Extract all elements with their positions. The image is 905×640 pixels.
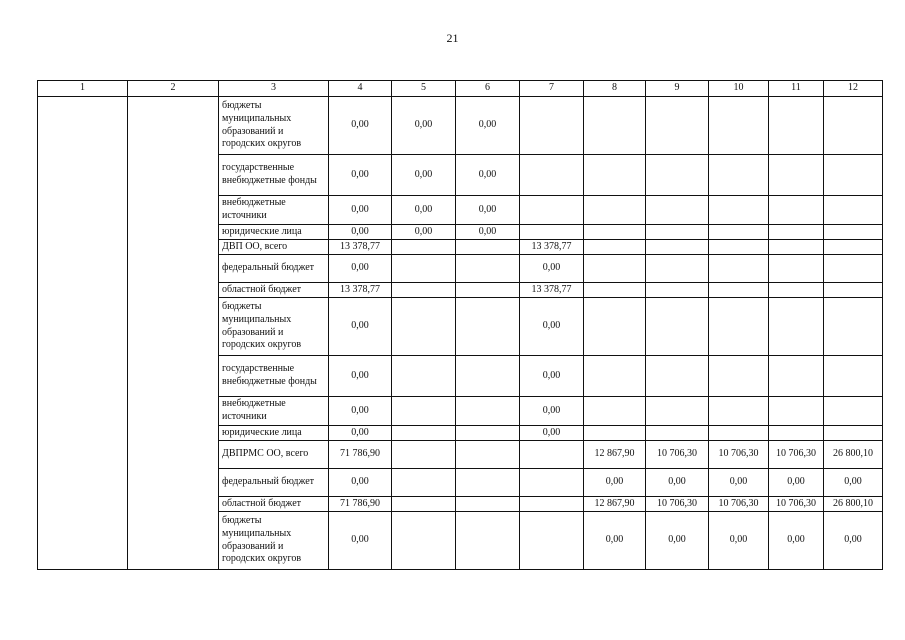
value-cell <box>520 441 584 469</box>
value-cell: 10 706,30 <box>646 441 709 469</box>
value-cell: 0,00 <box>456 97 520 155</box>
value-cell: 0,00 <box>329 196 392 225</box>
value-cell: 13 378,77 <box>329 283 392 298</box>
value-cell: 26 800,10 <box>824 497 883 512</box>
header-cell: 2 <box>128 81 219 97</box>
value-cell <box>456 497 520 512</box>
value-cell: 0,00 <box>456 155 520 196</box>
value-cell <box>709 397 769 426</box>
value-cell <box>709 426 769 441</box>
value-cell <box>456 469 520 497</box>
row-label: ДВП ОО, всего <box>219 240 329 255</box>
value-cell: 71 786,90 <box>329 441 392 469</box>
value-cell <box>646 426 709 441</box>
value-cell <box>824 356 883 397</box>
header-cell: 10 <box>709 81 769 97</box>
value-cell <box>584 196 646 225</box>
page-number: 21 <box>446 31 459 45</box>
value-cell <box>769 356 824 397</box>
header-cell: 6 <box>456 81 520 97</box>
value-cell: 10 706,30 <box>646 497 709 512</box>
value-cell <box>646 196 709 225</box>
value-cell: 0,00 <box>329 225 392 240</box>
value-cell: 13 378,77 <box>520 240 584 255</box>
value-cell <box>824 155 883 196</box>
value-cell: 0,00 <box>709 469 769 497</box>
value-cell: 0,00 <box>329 97 392 155</box>
value-cell <box>709 97 769 155</box>
value-cell: 10 706,30 <box>709 497 769 512</box>
value-cell: 12 867,90 <box>584 497 646 512</box>
value-cell <box>769 255 824 283</box>
value-cell: 0,00 <box>584 512 646 570</box>
value-cell <box>392 240 456 255</box>
value-cell: 0,00 <box>329 397 392 426</box>
value-cell <box>392 255 456 283</box>
value-cell <box>646 155 709 196</box>
value-cell <box>769 155 824 196</box>
value-cell <box>456 426 520 441</box>
row-label: юридические лица <box>219 426 329 441</box>
value-cell <box>456 283 520 298</box>
value-cell <box>824 97 883 155</box>
row-label: областной бюджет <box>219 283 329 298</box>
row-label: бюджеты муниципальных образований и городских округов <box>219 298 329 356</box>
value-cell: 0,00 <box>329 255 392 283</box>
value-cell <box>584 356 646 397</box>
value-cell <box>392 298 456 356</box>
value-cell <box>456 255 520 283</box>
row-label: федеральный бюджет <box>219 255 329 283</box>
header-cell: 5 <box>392 81 456 97</box>
value-cell <box>646 240 709 255</box>
value-cell <box>456 298 520 356</box>
value-cell <box>824 298 883 356</box>
value-cell <box>709 356 769 397</box>
value-cell <box>520 469 584 497</box>
value-cell <box>709 225 769 240</box>
value-cell <box>456 356 520 397</box>
value-cell <box>824 397 883 426</box>
value-cell <box>584 255 646 283</box>
value-cell: 0,00 <box>329 155 392 196</box>
row-label: внебюджетные источники <box>219 397 329 426</box>
value-cell <box>646 255 709 283</box>
column-1-cell <box>38 97 128 570</box>
value-cell: 0,00 <box>329 298 392 356</box>
value-cell: 71 786,90 <box>329 497 392 512</box>
value-cell: 0,00 <box>392 196 456 225</box>
value-cell <box>392 397 456 426</box>
value-cell <box>709 155 769 196</box>
value-cell <box>769 397 824 426</box>
value-cell: 0,00 <box>520 397 584 426</box>
value-cell: 0,00 <box>646 469 709 497</box>
row-label: ДВПРМС ОО, всего <box>219 441 329 469</box>
value-cell: 0,00 <box>520 426 584 441</box>
value-cell <box>769 283 824 298</box>
value-cell: 10 706,30 <box>709 441 769 469</box>
value-cell <box>584 283 646 298</box>
value-cell <box>709 240 769 255</box>
value-cell: 13 378,77 <box>520 283 584 298</box>
value-cell <box>584 225 646 240</box>
value-cell <box>520 155 584 196</box>
header-cell: 8 <box>584 81 646 97</box>
value-cell <box>392 497 456 512</box>
value-cell <box>520 196 584 225</box>
value-cell <box>646 97 709 155</box>
header-row <box>38 81 883 97</box>
value-cell: 12 867,90 <box>584 441 646 469</box>
value-cell <box>769 225 824 240</box>
value-cell <box>824 255 883 283</box>
value-cell <box>824 283 883 298</box>
row-label: областной бюджет <box>219 497 329 512</box>
header-cell: 4 <box>329 81 392 97</box>
header-cell: 12 <box>824 81 883 97</box>
row-label: бюджеты муниципальных образований и городских округов <box>219 512 329 570</box>
value-cell <box>646 397 709 426</box>
row-label: государственные внебюджетные фонды <box>219 356 329 397</box>
value-cell <box>520 497 584 512</box>
value-cell <box>709 283 769 298</box>
value-cell: 0,00 <box>329 426 392 441</box>
value-cell: 0,00 <box>769 512 824 570</box>
value-cell: 13 378,77 <box>329 240 392 255</box>
value-cell: 26 800,10 <box>824 441 883 469</box>
value-cell: 0,00 <box>456 225 520 240</box>
value-cell <box>824 196 883 225</box>
value-cell: 0,00 <box>824 469 883 497</box>
header-cell: 7 <box>520 81 584 97</box>
value-cell <box>584 97 646 155</box>
value-cell: 0,00 <box>769 469 824 497</box>
value-cell: 0,00 <box>824 512 883 570</box>
value-cell <box>392 356 456 397</box>
value-cell <box>824 426 883 441</box>
value-cell: 0,00 <box>392 225 456 240</box>
value-cell <box>769 426 824 441</box>
value-cell: 0,00 <box>392 97 456 155</box>
value-cell <box>456 240 520 255</box>
value-cell <box>824 225 883 240</box>
value-cell <box>584 298 646 356</box>
value-cell <box>769 298 824 356</box>
value-cell <box>456 512 520 570</box>
value-cell: 0,00 <box>329 469 392 497</box>
value-cell: 0,00 <box>392 155 456 196</box>
value-cell: 0,00 <box>520 255 584 283</box>
row-label: государственные внебюджетные фонды <box>219 155 329 196</box>
value-cell <box>709 298 769 356</box>
value-cell: 10 706,30 <box>769 441 824 469</box>
value-cell <box>769 196 824 225</box>
value-cell <box>646 225 709 240</box>
budget-table <box>37 80 883 570</box>
value-cell <box>392 512 456 570</box>
value-cell <box>392 283 456 298</box>
value-cell <box>520 225 584 240</box>
value-cell: 0,00 <box>584 469 646 497</box>
header-cell: 11 <box>769 81 824 97</box>
column-2-cell <box>128 97 219 570</box>
header-cell: 9 <box>646 81 709 97</box>
value-cell <box>824 240 883 255</box>
value-cell <box>392 441 456 469</box>
value-cell <box>584 397 646 426</box>
header-cell: 3 <box>219 81 329 97</box>
value-cell <box>456 397 520 426</box>
value-cell <box>520 97 584 155</box>
row-label: федеральный бюджет <box>219 469 329 497</box>
value-cell: 0,00 <box>646 512 709 570</box>
value-cell <box>392 426 456 441</box>
value-cell <box>769 240 824 255</box>
table-row <box>38 97 883 155</box>
value-cell <box>520 512 584 570</box>
value-cell <box>584 155 646 196</box>
row-label: бюджеты муниципальных образований и городских округов <box>219 97 329 155</box>
value-cell <box>646 283 709 298</box>
value-cell: 10 706,30 <box>769 497 824 512</box>
value-cell <box>456 441 520 469</box>
value-cell: 0,00 <box>709 512 769 570</box>
value-cell <box>709 196 769 225</box>
value-cell: 0,00 <box>329 356 392 397</box>
value-cell <box>769 97 824 155</box>
value-cell: 0,00 <box>520 356 584 397</box>
value-cell <box>709 255 769 283</box>
row-label: внебюджетные источники <box>219 196 329 225</box>
row-label: юридические лица <box>219 225 329 240</box>
value-cell: 0,00 <box>329 512 392 570</box>
value-cell <box>646 356 709 397</box>
value-cell <box>392 469 456 497</box>
value-cell: 0,00 <box>520 298 584 356</box>
value-cell <box>584 426 646 441</box>
header-cell: 1 <box>38 81 128 97</box>
value-cell <box>646 298 709 356</box>
value-cell: 0,00 <box>456 196 520 225</box>
value-cell <box>584 240 646 255</box>
